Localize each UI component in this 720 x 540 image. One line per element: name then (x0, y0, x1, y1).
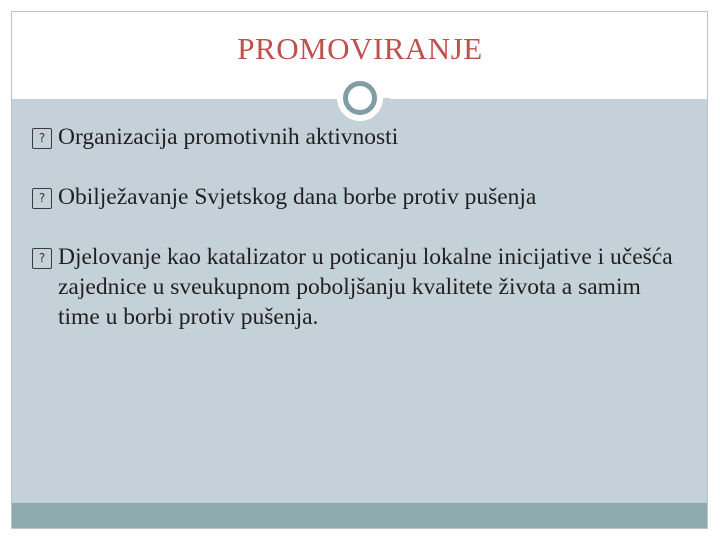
bullet-text: Obilježavanje Svjetskog dana borbe protiv pušenja (58, 184, 537, 210)
circle-ornament-icon (343, 81, 377, 115)
divider-line-right (390, 97, 707, 99)
divider-line-left (12, 97, 342, 99)
bullet-text: Djelovanje kao katalizator u poticanju lokalne inicijative i učešća zajednice u sveukupnom poboljšanju kvalitete života a samim time u borbi protiv pušenja. (58, 244, 673, 330)
bullet-text: Organizacija promotivnih aktivnosti (58, 124, 399, 150)
bullet-item (30, 182, 680, 212)
missing-glyph-icon: ? (32, 188, 52, 209)
bullet-list (30, 122, 680, 332)
slide-title: PROMOVIRANJE (237, 31, 483, 66)
missing-glyph-icon: ? (32, 128, 52, 149)
bullet-item (30, 122, 680, 152)
missing-glyph-icon: ? (32, 248, 52, 269)
bullet-item (30, 242, 680, 332)
footer-bar (12, 503, 707, 528)
